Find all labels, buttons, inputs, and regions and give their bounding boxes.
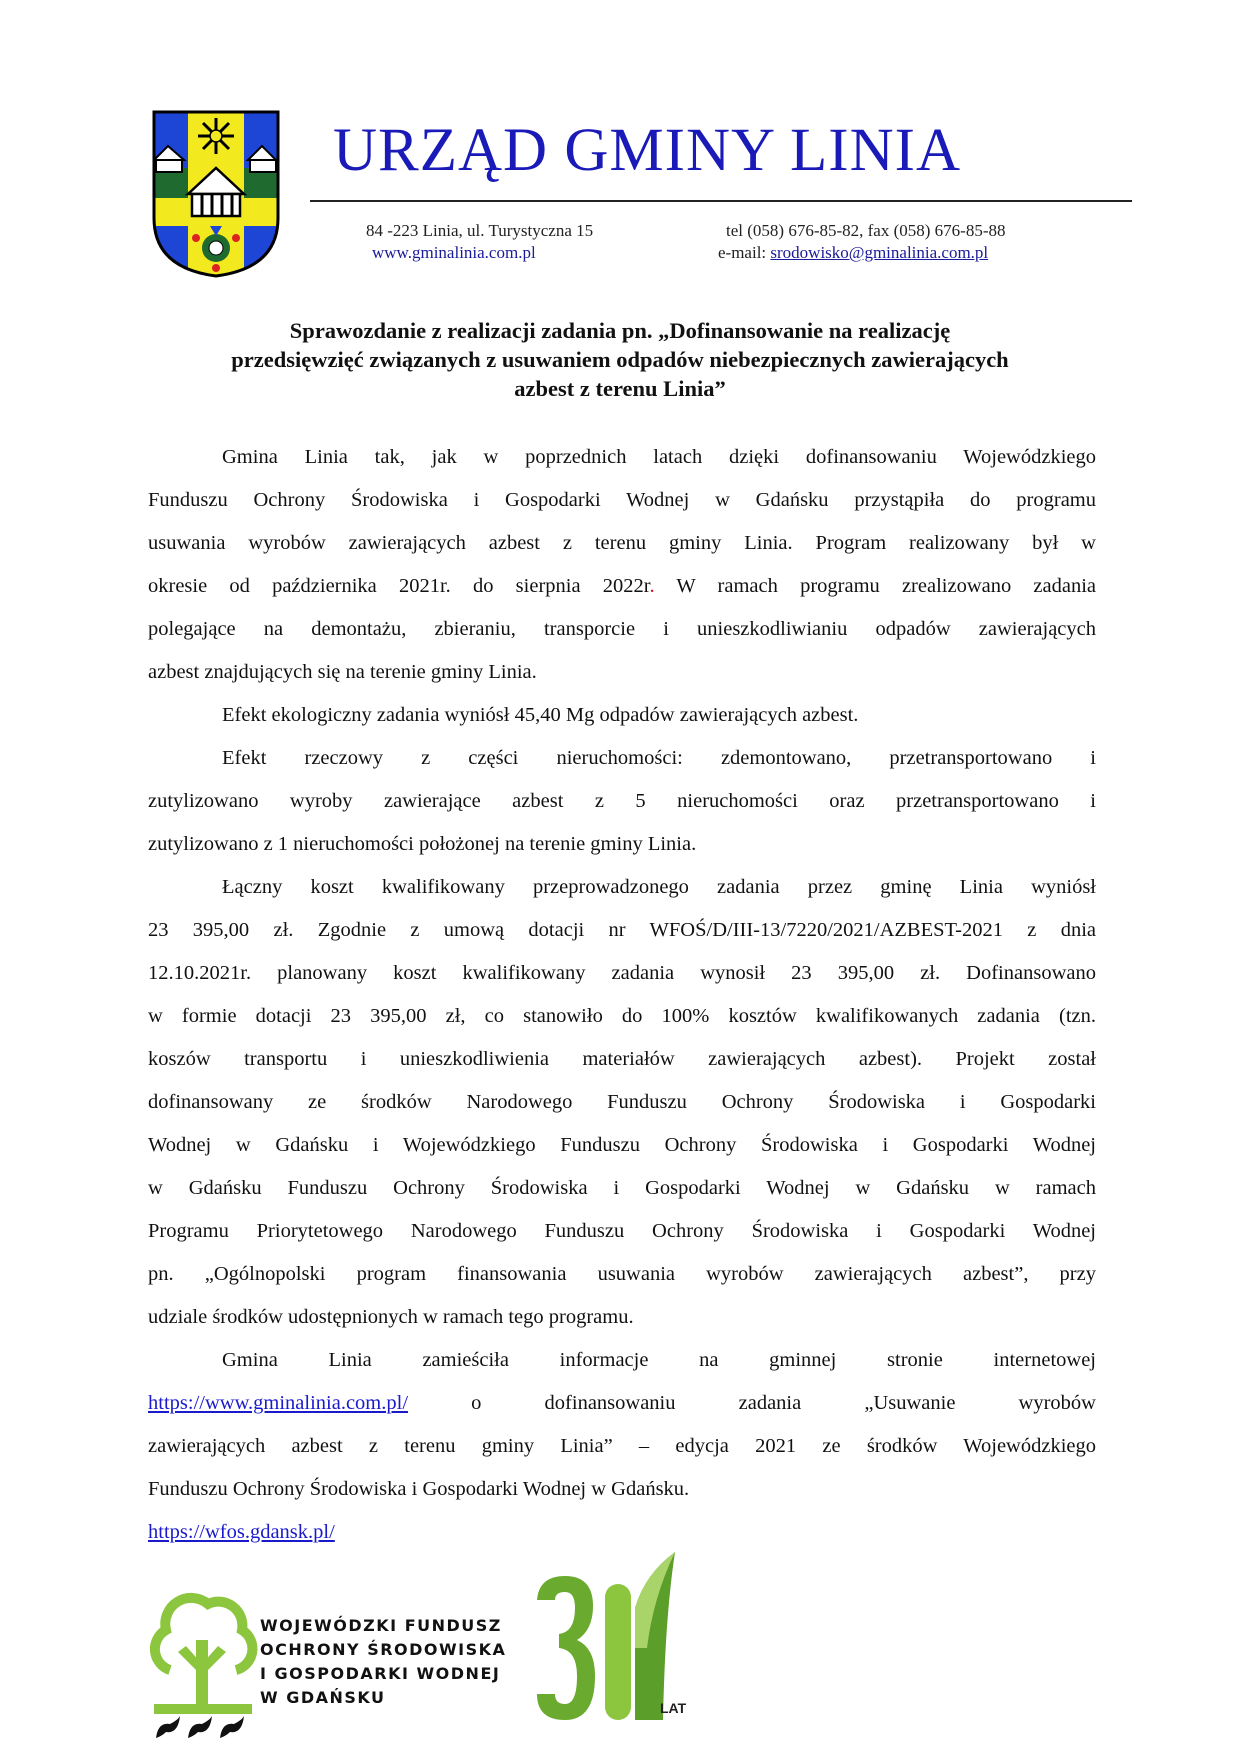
body-line: Gmina Linia tak, jak w poprzednich latach dzięki dofinansowaniu Wojewódzkiego bbox=[222, 446, 1096, 468]
body-line: 23 395,00 zł. Zgodnie z umową dotacji nr WFOŚ/D/III-13/7220/2021/AZBEST-2021 z dnia bbox=[148, 919, 1096, 941]
wfos-tree-logo-icon bbox=[148, 1590, 258, 1740]
anniversary-suffix: LAT bbox=[660, 1700, 687, 1716]
document-title bbox=[140, 316, 1100, 403]
body-line: Funduszu Ochrony Środowiska i Gospodarki Wodnej w Gdańsku. bbox=[148, 1478, 690, 1500]
body-line: udziale środków udostępnionych w ramach tego programu. bbox=[148, 1306, 634, 1328]
title-line: Sprawozdanie z realizacji zadania pn. „Dofinansowanie na realizację bbox=[289, 318, 951, 343]
text-span: W ramach programu zrealizowano zadania bbox=[654, 575, 1096, 597]
email-label: e-mail: bbox=[718, 243, 771, 262]
body-line: polegające na demontażu, zbieraniu, transporcie i unieszkodliwianiu odpadów zawierających bbox=[148, 618, 1096, 640]
body-line: Funduszu Ochrony Środowiska i Gospodarki Wodnej w Gdańsku przystąpiła do programu bbox=[148, 489, 1096, 511]
wfos-name-line: I GOSPODARKI WODNEJ bbox=[260, 1664, 501, 1683]
email-line bbox=[718, 242, 988, 264]
body-line: Wodnej w Gdańsku i Wojewódzkiego Funduszu Ochrony Środowiska i Gospodarki Wodnej bbox=[148, 1134, 1096, 1156]
body-line: dofinansowany ze środków Narodowego Funduszu Ochrony Środowiska i Gospodarki bbox=[148, 1091, 1096, 1113]
address: 84 -223 Linia, ul. Turystyczna 15 bbox=[366, 221, 594, 240]
wfos-link[interactable]: https://wfos.gdansk.pl/ bbox=[148, 1521, 335, 1543]
body-line: 12.10.2021r. planowany koszt kwalifikowany zadania wynosił 23 395,00 zł. Dofinansowano bbox=[148, 962, 1096, 984]
body-line: azbest znajdujących się na terenie gminy Linia. bbox=[148, 661, 537, 683]
email-link[interactable]: srodowisko@gminalinia.com.pl bbox=[770, 243, 989, 262]
body-line bbox=[148, 1520, 1096, 1544]
text-span: okresie od października 2021r. do sierpnia 2022r bbox=[148, 575, 650, 597]
body-line: zutylizowano z 1 nieruchomości położonej na terenie gminy Linia. bbox=[148, 833, 697, 855]
body-line: zawierających azbest z terenu gminy Linia” – edycja 2021 ze środków Wojewódzkiego bbox=[148, 1435, 1096, 1457]
wfos-name bbox=[260, 1614, 506, 1710]
organization-title: URZĄD GMINY LINIA bbox=[333, 117, 962, 184]
title-line: przedsięwzięć związanych z usuwaniem odpadów niebezpiecznych zawierających bbox=[231, 347, 1009, 372]
header-divider bbox=[310, 200, 1132, 202]
body-line: pn. „Ogólnopolski program finansowania usuwania wyrobów zawierających azbest”, przy bbox=[148, 1263, 1096, 1285]
wfos-name-line: WOJEWÓDZKI FUNDUSZ bbox=[260, 1616, 502, 1635]
coat-of-arms-icon bbox=[150, 108, 282, 280]
body-line bbox=[148, 1391, 1096, 1415]
body-line: zutylizowano wyroby zawierające azbest z 5 nieruchomości oraz przetransportowano i bbox=[148, 790, 1096, 812]
phone-fax: tel (058) 676-85-82, fax (058) 676-85-88 bbox=[726, 221, 1006, 240]
wfos-name-line: OCHRONY ŚRODOWISKA bbox=[260, 1640, 507, 1659]
gminalinia-link[interactable]: https://www.gminalinia.com.pl/ bbox=[148, 1392, 409, 1414]
body-line: w formie dotacji 23 395,00 zł, co stanowiło do 100% kosztów kwalifikowanych zadania (tzn. bbox=[148, 1005, 1096, 1027]
title-line: azbest z terenu Linia” bbox=[514, 376, 726, 401]
body-line: Efekt rzeczowy z części nieruchomości: zdemontowano, przetransportowano i bbox=[222, 747, 1096, 769]
body-line: Gmina Linia zamieściła informacje na gminnej stronie internetowej bbox=[222, 1349, 1096, 1371]
red-period: . bbox=[649, 575, 655, 597]
body-line: Programu Priorytetowego Narodowego Funduszu Ochrony Środowiska i Gospodarki Wodnej bbox=[148, 1220, 1096, 1242]
text-span: o dofinansowaniu zadania „Usuwanie wyrobów bbox=[408, 1392, 1096, 1414]
body-line: w Gdańsku Funduszu Ochrony Środowiska i Gospodarki Wodnej w Gdańsku w ramach bbox=[148, 1177, 1096, 1199]
body-line: Łączny koszt kwalifikowany przeprowadzonego zadania przez gminę Linia wyniósł bbox=[222, 876, 1096, 898]
wfos-name-line: W GDAŃSKU bbox=[260, 1688, 386, 1707]
body-line: usuwania wyrobów zawierających azbest z terenu gminy Linia. Program realizowany był w bbox=[148, 532, 1096, 554]
body-line bbox=[148, 574, 1096, 598]
body-line: koszów transportu i unieszkodliwienia materiałów zawierających azbest). Projekt został bbox=[148, 1048, 1096, 1070]
website-link[interactable]: www.gminalinia.com.pl bbox=[372, 243, 536, 262]
body-line: Efekt ekologiczny zadania wyniósł 45,40 Mg odpadów zawierających azbest. bbox=[222, 704, 859, 726]
